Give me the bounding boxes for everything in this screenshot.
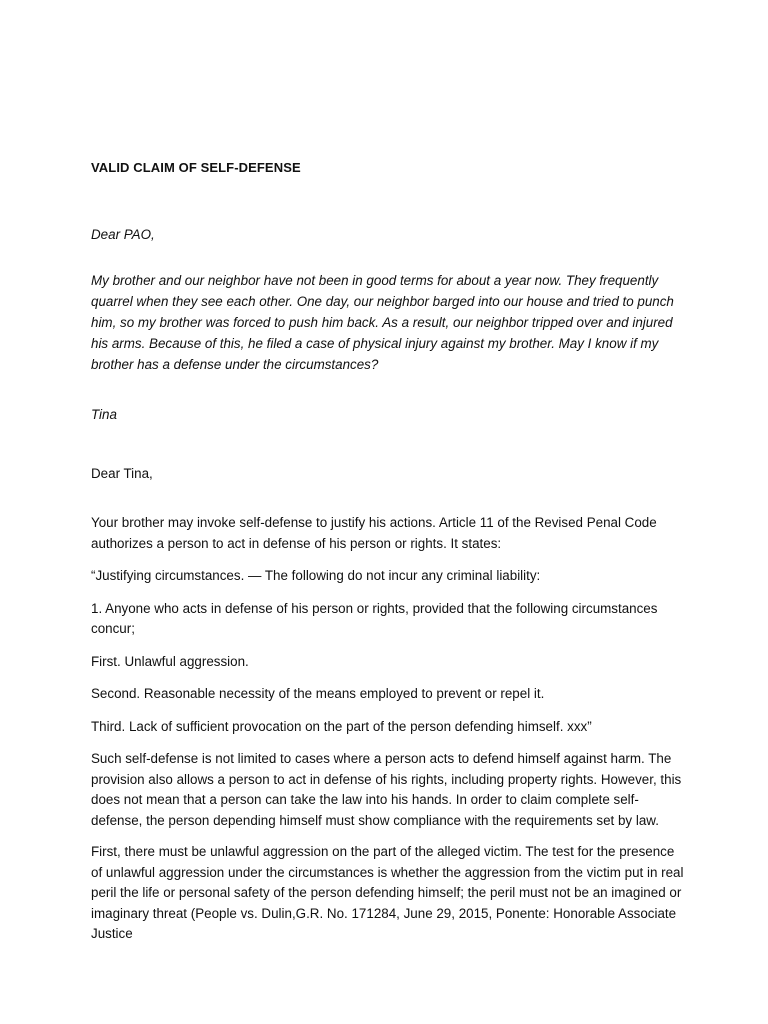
response-salutation: Dear Tina,	[91, 465, 153, 481]
letter-question: My brother and our neighbor have not been in good terms for about a year now. They frequently quarrel when they see each other. One day, our neighbor barged into our house and tried to punch him, so my brother was forced to push him back. As a result, our neighbor tripped over and injured his arms. Because of this, he filed a case of physical injury against my brother. May I know if my brother has a defense under the circumstances?	[91, 273, 674, 372]
quote-item-1: 1. Anyone who acts in defense of his person or rights, provided that the following circumstances concur;	[91, 600, 658, 636]
letter-signature: Tina	[91, 407, 117, 422]
requirement-third: Third. Lack of sufficient provocation on the part of the person defending himself. xxx”	[91, 718, 592, 734]
quote-intro: “Justifying circumstances. — The following do not incur any criminal liability:	[91, 568, 541, 583]
first-requirement-paragraph: First, there must be unlawful aggression on the part of the alleged victim. The test for the presence of unlawful aggression under the circumstances is whether the aggression from the victim put in real peril the life or personal safety of the person defending himself; the peril must not be an imagined or imaginary threat (People vs. Dulin,G.R. No. 171284, June 29, 2015, Ponente: Honorable Associate Justice	[91, 844, 684, 941]
document-title: VALID CLAIM OF SELF-DEFENSE	[91, 160, 301, 175]
discussion-paragraph: Such self-defense is not limited to cases where a person acts to defend himself against harm. The provision also allows a person to act in defense of his rights, including property rights. However, this does not mean that a person can take the law into his hands. In order to claim complete self-defense, the person depending himself must show compliance with the requirements set by law.	[91, 751, 682, 828]
document-content	[91, 158, 687, 945]
requirement-first: First. Unlawful aggression.	[91, 653, 249, 669]
response-intro: Your brother may invoke self-defense to justify his actions. Article 11 of the Revised Penal Code authorizes a person to act in defense of his person or rights. It states:	[91, 515, 657, 551]
letter-salutation: Dear PAO,	[91, 226, 155, 242]
requirement-second: Second. Reasonable necessity of the means employed to prevent or repel it.	[91, 686, 545, 701]
